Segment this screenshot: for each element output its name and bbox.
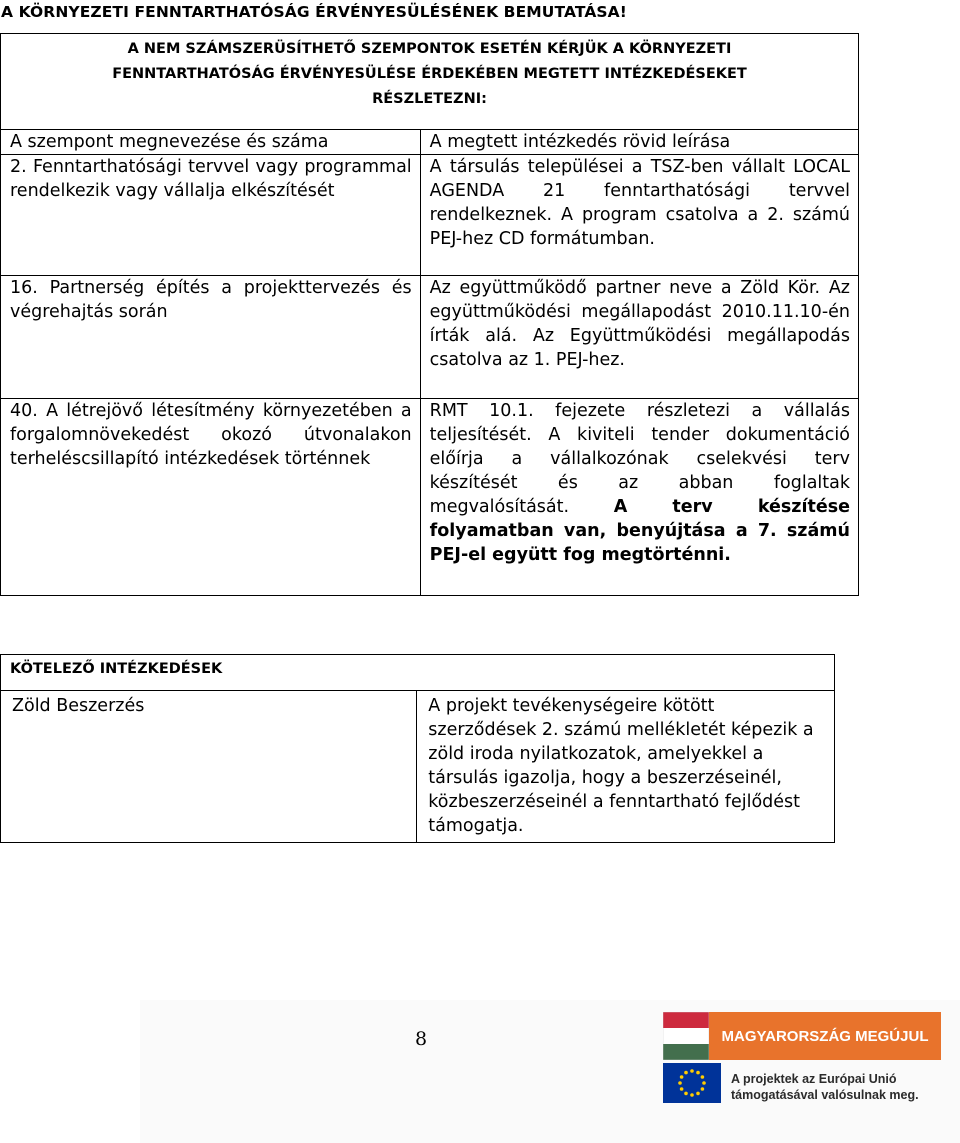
- measure-cell: [420, 155, 858, 276]
- criterion-cell: [1, 399, 421, 596]
- measure-description: A projekt tevékenységeire kötött szerződések 2. számú mellékletét képezik a zöld iroda nyilatkozatok, amelyekkel a társulás igazolja, hogy a beszerzéseinél, közbeszerzéseinél a fenntartható fejlődést támogatja.: [428, 696, 814, 836]
- criterion-text: 40. A létrejövő létesítmény környezetében a forgalomnövekedést okozó útvonalakon terheléscsillapító intézkedések történnek: [10, 401, 412, 469]
- measure-text: Az együttműködő partner neve a Zöld Kör. Az együttműködési megállapodást 2010.11.10-én írták alá. Az Együttműködési megállapodás csatolva az 1. PEJ-hez.: [429, 278, 850, 370]
- mandatory-measures-table: [0, 654, 835, 843]
- criterion-text: 2. Fenntarthatósági tervvel vagy programmal rendelkezik vagy vállalja elkészítését: [10, 157, 412, 201]
- measure-description-cell: [417, 691, 835, 843]
- eu-support-text: A projektek az Európai Unió támogatásával valósulnak meg.: [731, 1072, 919, 1102]
- table-row: [1, 155, 859, 276]
- banner-line: RÉSZLETEZNI:: [372, 91, 487, 107]
- magyarorszag-megujul-logo: [663, 1012, 941, 1060]
- mandatory-header: KÖTELEZŐ INTÉZKEDÉSEK: [1, 655, 835, 691]
- measure-cell: [420, 276, 858, 399]
- table-banner: [1, 34, 859, 130]
- column-header-right: A megtett intézkedés rövid leírása: [420, 130, 858, 155]
- table-row: [1, 399, 859, 596]
- table-row: [1, 276, 859, 399]
- logo1-text: MAGYARORSZÁG MEGÚJUL: [721, 1028, 929, 1045]
- measure-text: A társulás települései a TSZ-ben vállalt LOCAL AGENDA 21 fenntarthatósági tervvel rendelkeznek. A program csatolva a 2. számú PEJ-hez CD formátumban.: [429, 157, 850, 249]
- sustainability-table: [0, 33, 859, 596]
- criterion-cell: [1, 276, 421, 399]
- column-header-left: A szempont megnevezése és száma: [1, 130, 421, 155]
- measure-cell: [420, 399, 858, 596]
- measure-name: Zöld Beszerzés: [12, 696, 145, 716]
- measure-text-plain: RMT 10.1. fejezete részletezi a vállalás teljesítését. A kiviteli tender dokumentáció előírja a vállalkozónak cselekvési terv készítését és az abban foglaltak megvalósítását.: [429, 401, 850, 517]
- document-heading: A KÖRNYEZETI FENNTARTHATÓSÁG ÉRVÉNYESÜLÉSÉNEK BEMUTATÁSA!: [1, 3, 627, 21]
- table-row: [1, 691, 835, 843]
- measure-text: [421, 399, 858, 567]
- measure-name-cell: [1, 691, 417, 843]
- page-number: 8: [415, 1028, 428, 1050]
- eu-flag-icon: [663, 1063, 721, 1103]
- eu-support-logo: [663, 1063, 943, 1109]
- banner-line: FENNTARTHATÓSÁG ÉRVÉNYESÜLÉSE ÉRDEKÉBEN MEGTETT INTÉZKEDÉSEKET: [112, 66, 747, 82]
- criterion-cell: [1, 155, 421, 276]
- banner-line: A NEM SZÁMSZERÜSÍTHETŐ SZEMPONTOK ESETÉN KÉRJÜK A KÖRNYEZETI: [127, 41, 732, 57]
- criterion-text: 16. Partnerség építés a projekttervezés és végrehajtás során: [10, 278, 412, 322]
- measure-text-bold: A terv készítése folyamatban van, benyújtása a 7. számú PEJ-el együtt fog megtörténni.: [429, 497, 850, 565]
